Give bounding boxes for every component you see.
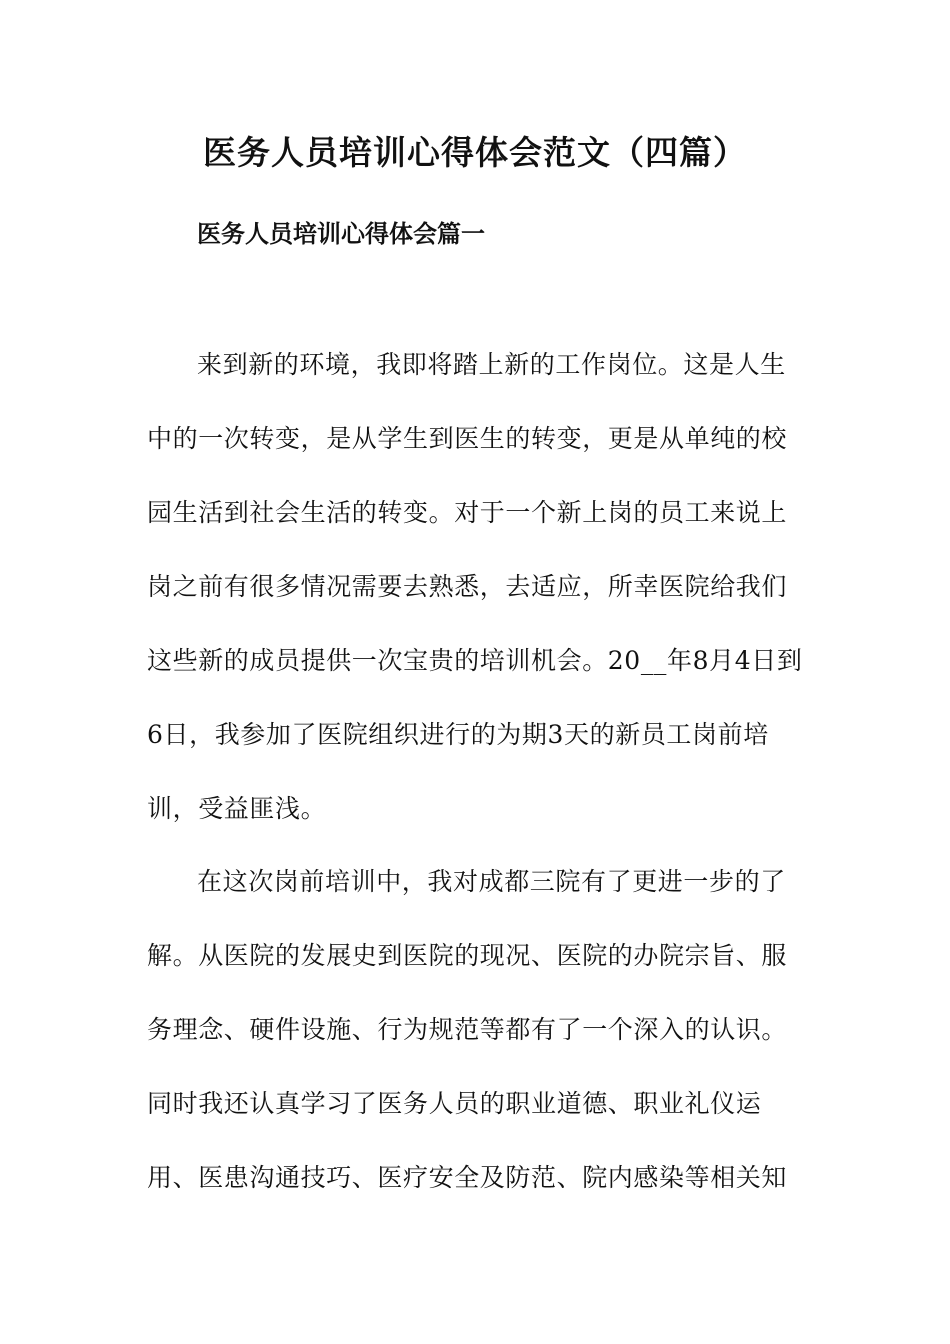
paragraph-line: 训，受益匪浅。 <box>147 794 327 823</box>
paragraph-line: 用、医患沟通技巧、医疗安全及防范、院内感染等相关知 <box>147 1163 788 1192</box>
paragraph-line: 务理念、硬件设施、行为规范等都有了一个深入的认识。 <box>147 1015 788 1044</box>
paragraph-line: 这些新的成员提供一次宝贵的培训机会。20__年8月4日到 <box>147 646 803 675</box>
paragraph-line: 园生活到社会生活的转变。对于一个新上岗的员工来说上 <box>147 498 788 527</box>
paragraph-line: 在这次岗前培训中，我对成都三院有了更进一步的了 <box>197 867 786 896</box>
paragraph-line: 中的一次转变，是从学生到医生的转变，更是从单纯的校 <box>147 424 788 453</box>
paragraph-1 <box>147 328 807 846</box>
paragraph-line: 解。从医院的发展史到医院的现况、医院的办院宗旨、服 <box>147 941 788 970</box>
paragraph-line: 岗之前有很多情况需要去熟悉，去适应，所幸医院给我们 <box>147 572 788 601</box>
paragraph-line: 6日，我参加了医院组织进行的为期3天的新员工岗前培 <box>147 720 769 749</box>
document-title: 医务人员培训心得体会范文（四篇） <box>203 133 747 172</box>
section-heading: 医务人员培训心得体会篇一 <box>197 220 485 248</box>
paragraph-2 <box>147 845 807 1215</box>
paragraph-line: 来到新的环境，我即将踏上新的工作岗位。这是人生 <box>197 350 786 379</box>
paragraph-line: 同时我还认真学习了医务人员的职业道德、职业礼仪运 <box>147 1089 762 1118</box>
